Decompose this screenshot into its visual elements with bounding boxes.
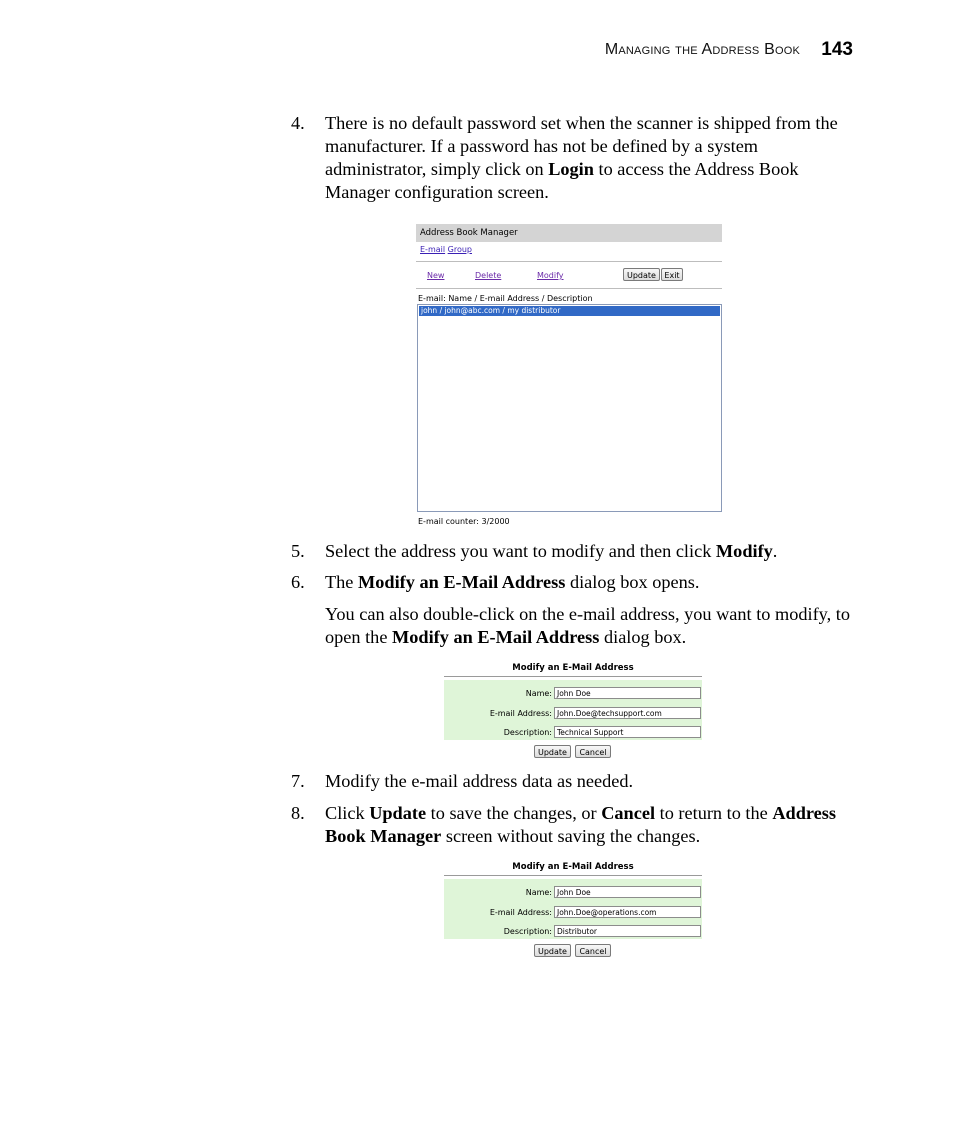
step-text: There is no default password set when the scanner is shipped from the manufacturer. If a password has not be defined by a system administrator, simply click on Login to access the Address Book Manager configuration screen. (325, 113, 838, 202)
tab-email[interactable]: E-mail (420, 245, 446, 254)
abm-tabs (420, 245, 472, 254)
description-field[interactable]: Distributor (554, 925, 701, 937)
step-number: 5. (291, 541, 305, 561)
step-number: 6. (291, 572, 305, 592)
name-field[interactable]: John Doe (554, 886, 701, 898)
dialog-form (444, 680, 702, 740)
divider (416, 288, 722, 289)
description-label: Description: (503, 927, 552, 936)
step-text: Select the address you want to modify and then click Modify. (325, 541, 778, 561)
email-label: E-mail Address: (489, 908, 552, 917)
dialog-form (444, 879, 702, 939)
name-label: Name: (525, 888, 552, 897)
name-label: Name: (525, 689, 552, 698)
modify-email-dialog-1 (444, 663, 702, 761)
update-button[interactable]: Update (623, 268, 660, 281)
step-text: The Modify an E-Mail Address dialog box opens. (325, 572, 700, 592)
step-8 (291, 802, 856, 848)
description-label: Description: (503, 728, 552, 737)
dialog-title: Modify an E-Mail Address (512, 663, 634, 673)
step-text: Modify the e-mail address data as needed. (325, 771, 634, 791)
step-text: Click Update to save the changes, or Cancel to return to the Address Book Manager screen without saving the changes. (325, 803, 836, 846)
divider (444, 875, 702, 876)
description-field[interactable]: Technical Support (554, 726, 701, 738)
step-5 (291, 540, 856, 563)
cancel-button[interactable]: Cancel (575, 745, 611, 758)
exit-button[interactable]: Exit (661, 268, 683, 281)
page-number: 143 (821, 39, 853, 60)
divider (416, 261, 722, 262)
step-6 (291, 571, 856, 594)
tab-group[interactable]: Group (447, 245, 472, 254)
delete-link[interactable]: Delete (475, 271, 502, 280)
modify-email-dialog-2 (444, 862, 702, 960)
cancel-button[interactable]: Cancel (575, 944, 611, 957)
email-field[interactable]: John.Doe@techsupport.com (554, 707, 701, 719)
step-number: 7. (291, 771, 305, 791)
list-item-selected[interactable]: john / john@abc.com / my distributor (419, 306, 720, 316)
chapter-title: Managing the Address Book (604, 41, 800, 58)
email-field[interactable]: John.Doe@operations.com (554, 906, 701, 918)
address-book-manager-screenshot (416, 224, 734, 530)
email-list[interactable] (417, 304, 722, 512)
modify-link[interactable]: Modify (537, 271, 564, 280)
divider (444, 676, 702, 677)
step-7 (291, 770, 856, 793)
name-field[interactable]: John Doe (554, 687, 701, 699)
step-4 (291, 112, 856, 204)
list-label: E-mail: Name / E-mail Address / Description (418, 294, 593, 303)
new-link[interactable]: New (427, 271, 445, 280)
email-counter: E-mail counter: 3/2000 (418, 517, 510, 526)
email-label: E-mail Address: (489, 709, 552, 718)
update-button[interactable]: Update (534, 745, 571, 758)
abm-title: Address Book Manager (420, 228, 518, 238)
step-number: 4. (291, 113, 305, 133)
dialog-title: Modify an E-Mail Address (512, 862, 634, 872)
abm-titlebar (416, 224, 722, 242)
step-number: 8. (291, 803, 305, 823)
step-6-note: You can also double-click on the e-mail address, you want to modify, to open the Modify an E-Mail Address dialog box. (325, 604, 850, 647)
update-button[interactable]: Update (534, 944, 571, 957)
